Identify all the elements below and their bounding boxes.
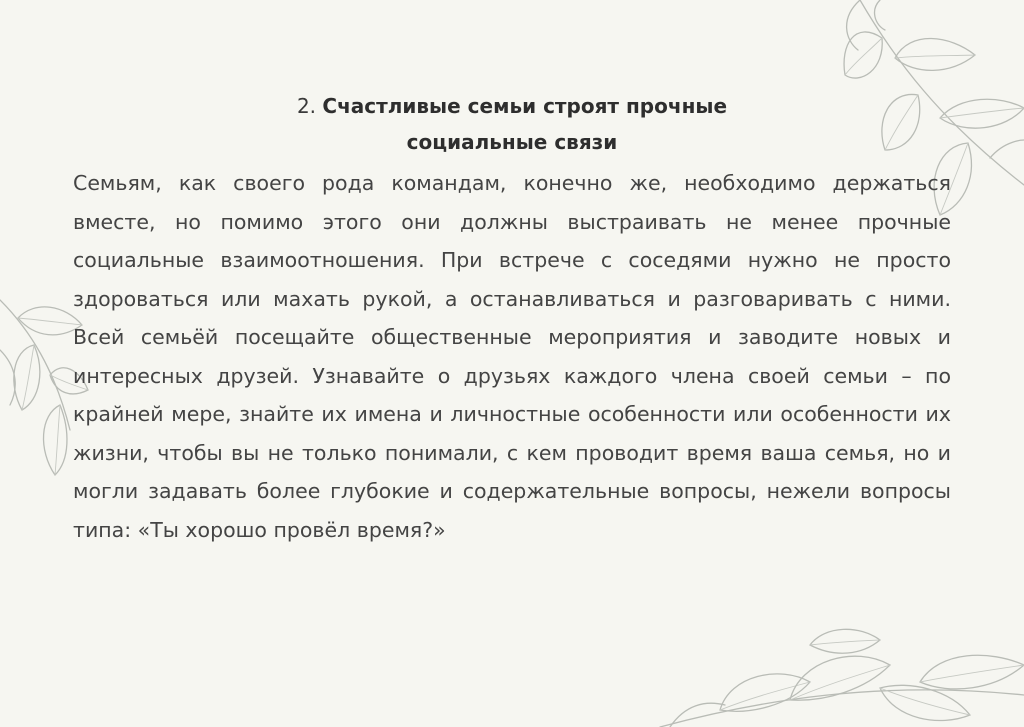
heading-number: 2.	[296, 94, 317, 118]
section-heading	[160, 88, 864, 160]
leaf-branch-bottom-right-icon	[640, 620, 1024, 727]
heading-title-line-1: Счастливые семьи строят прочные	[322, 94, 728, 118]
body-paragraph: Семьям, как своего рода командам, конечно же, необходимо держаться вместе, но помимо этого они должны выстраивать не менее прочные социальные взаимоотношения. При встрече с соседями нужно не просто здороваться или махать рукой, а останавливаться и разговаривать с ними. Всей семьёй посещайте общественные мероприятия и заводите новых и интересных друзей. Узнавайте о друзьях каждого члена своей семьи – по крайней мере, знайте их имена и личностные особенности или особенности их жизни, чтобы вы не только понимали, с кем проводит время ваша семья, но и могли задавать более глубокие и содержательные вопросы, нежели вопросы типа: «Ты хорошо провёл время?»	[73, 171, 951, 542]
heading-line-2	[160, 124, 864, 160]
heading-line-1	[160, 88, 864, 124]
heading-title-line-2: социальные связи	[406, 130, 618, 154]
